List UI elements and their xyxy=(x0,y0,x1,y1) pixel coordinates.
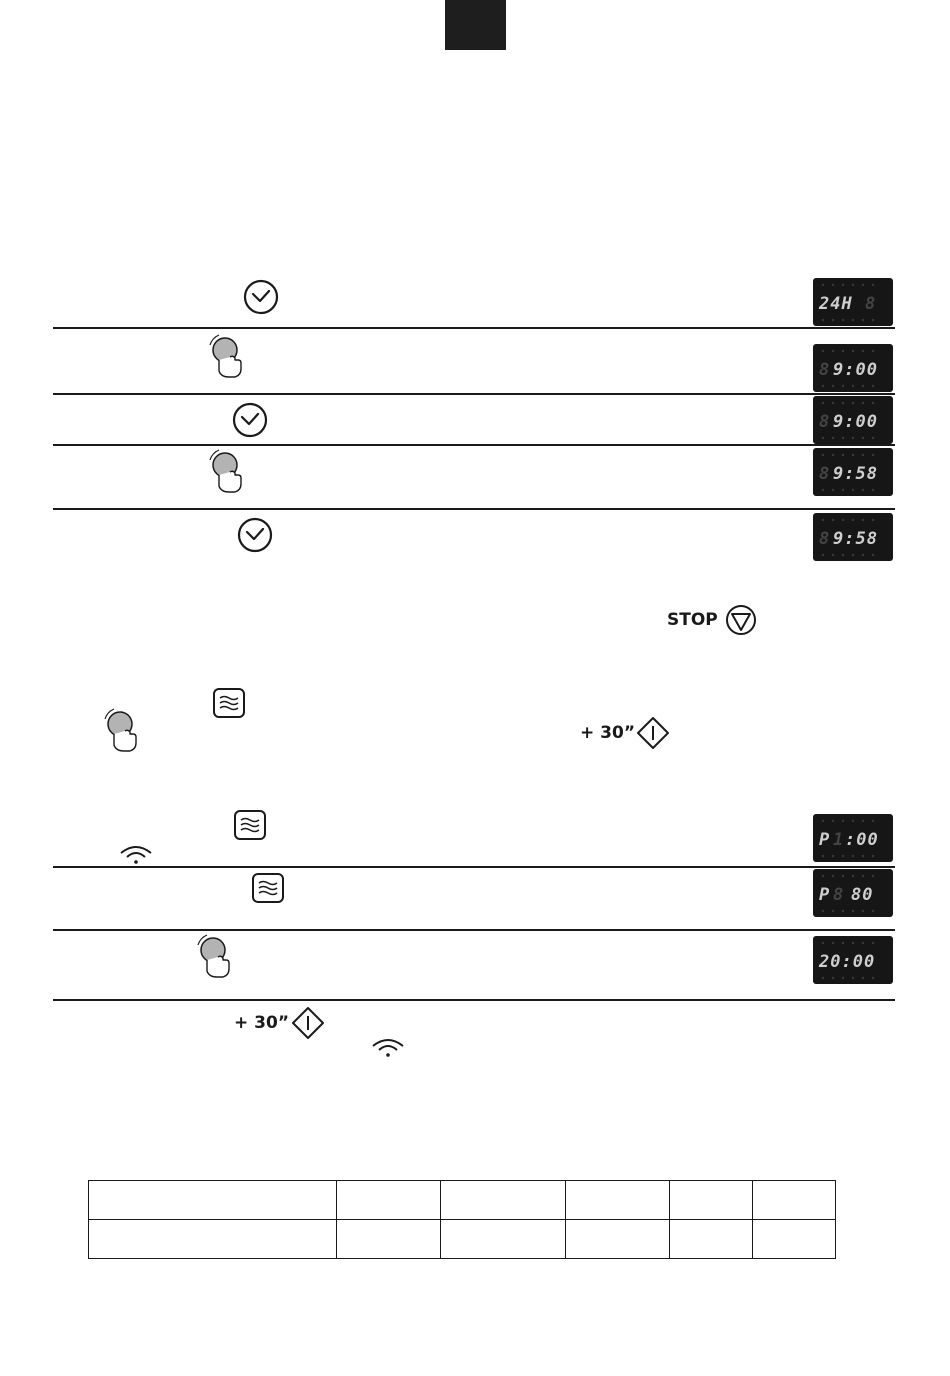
plus30-button-label[interactable]: + 30” xyxy=(580,723,635,743)
table-cell xyxy=(440,1181,565,1220)
divider xyxy=(53,929,895,931)
rotary-knob-icon[interactable] xyxy=(205,333,247,379)
start-icon[interactable] xyxy=(291,1006,325,1040)
divider xyxy=(53,508,895,510)
beep-signal-icon xyxy=(119,845,153,865)
display-main: 9:00 xyxy=(833,412,878,432)
table-cell xyxy=(669,1181,752,1220)
display-screen xyxy=(813,869,893,917)
table-cell xyxy=(669,1220,752,1259)
display-screen xyxy=(813,814,893,862)
rotary-knob-icon[interactable] xyxy=(205,448,247,494)
display-dim: 8 xyxy=(819,360,831,380)
display-tail: :00 xyxy=(845,830,879,850)
table-cell xyxy=(752,1181,835,1220)
display-dim: 8 xyxy=(819,529,831,549)
clock-icon[interactable] xyxy=(243,279,279,315)
display-main: 20:00 xyxy=(819,952,876,972)
power-level-table xyxy=(88,1180,836,1259)
table-cell xyxy=(565,1181,669,1220)
table-cell xyxy=(440,1220,565,1259)
display-dim: 8 xyxy=(819,464,831,484)
display-screen xyxy=(813,344,893,392)
table-row xyxy=(89,1220,836,1259)
display-dim: 8 xyxy=(865,294,877,314)
display-main: P xyxy=(819,830,831,850)
display-main: P xyxy=(819,885,831,905)
stop-icon[interactable] xyxy=(725,604,757,636)
divider xyxy=(53,444,895,446)
divider xyxy=(53,327,895,329)
display-main: 9:58 xyxy=(833,529,878,549)
display-tail: 80 xyxy=(851,885,874,905)
table-row xyxy=(89,1181,836,1220)
table-cell xyxy=(89,1220,337,1259)
display-screen xyxy=(813,936,893,984)
display-screen xyxy=(813,513,893,561)
beep-signal-icon xyxy=(371,1038,405,1058)
divider xyxy=(53,866,895,868)
plus30-button-label[interactable]: + 30” xyxy=(234,1013,289,1033)
divider xyxy=(53,393,895,395)
display-main: 24H xyxy=(819,294,853,314)
table-cell xyxy=(336,1181,440,1220)
microwave-icon[interactable] xyxy=(233,809,267,841)
microwave-icon[interactable] xyxy=(212,687,246,719)
display-screen xyxy=(813,448,893,496)
display-screen xyxy=(813,396,893,444)
rotary-knob-icon[interactable] xyxy=(193,933,235,979)
clock-icon[interactable] xyxy=(237,517,273,553)
table-cell xyxy=(752,1220,835,1259)
display-main: 9:00 xyxy=(833,360,878,380)
page-tab-marker xyxy=(445,0,506,50)
microwave-icon[interactable] xyxy=(251,872,285,904)
rotary-knob-icon[interactable] xyxy=(100,707,142,753)
table-cell xyxy=(565,1220,669,1259)
display-dim: 1 xyxy=(833,830,845,850)
divider xyxy=(53,999,895,1001)
clock-icon[interactable] xyxy=(232,402,268,438)
table-cell xyxy=(89,1181,337,1220)
start-icon[interactable] xyxy=(636,716,670,750)
display-main: 9:58 xyxy=(833,464,878,484)
display-dim: 8 xyxy=(833,885,845,905)
stop-button-label[interactable]: STOP xyxy=(667,610,718,630)
display-dim: 8 xyxy=(819,412,831,432)
display-screen xyxy=(813,278,893,326)
table-cell xyxy=(336,1220,440,1259)
